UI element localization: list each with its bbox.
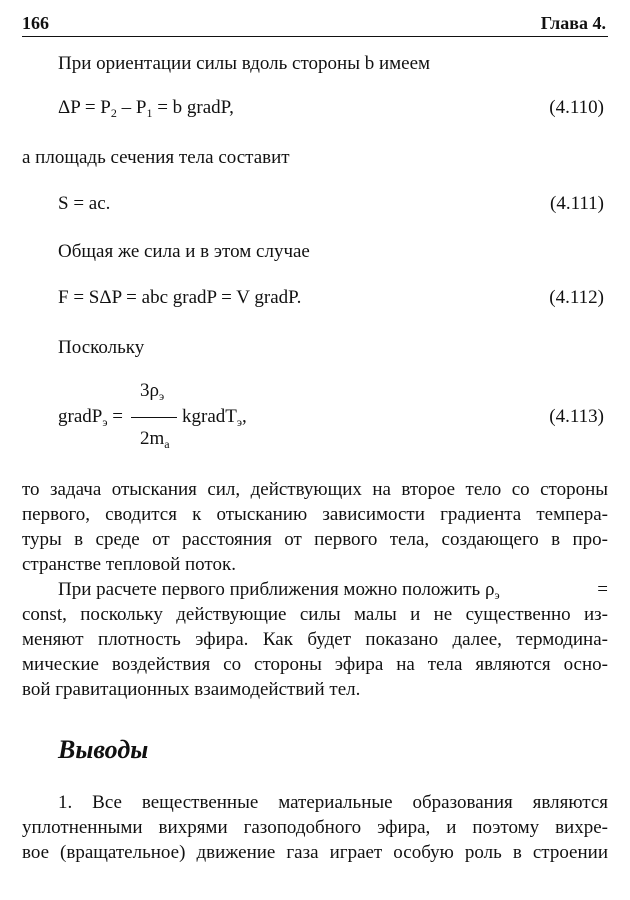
equation-4-111 (58, 190, 604, 218)
equation-4-110 (58, 94, 604, 122)
equation-number: (4.110) (549, 97, 604, 118)
equation-text: $\Delta P = P_2 - P_1 = b$ gradP, (58, 97, 234, 120)
fraction-numerator: $3\rho_э$ (140, 380, 165, 403)
paragraph-since: Поскольку (58, 337, 145, 358)
fraction-denominator: $2m_а$ (140, 428, 170, 451)
paragraph-line: туры в среде от расстояния от первого тела, создающего в про- (22, 529, 608, 550)
paragraph-line: const, поскольку действующие силы малы и не существенно из- (22, 604, 608, 625)
equation-rhs: kgradT$_э$, (182, 406, 247, 429)
equation-4-113 (58, 403, 604, 431)
section-heading: Выводы (58, 735, 149, 764)
equation-text: S = ac. (58, 193, 111, 214)
equation-number: (4.111) (550, 193, 604, 214)
paragraph-line: первого, сводится к отысканию зависимости градиента темпера- (22, 504, 608, 525)
equation-4-112 (58, 284, 604, 312)
paragraph-line: вое (вращательное) движение газа играет особую роль в строении (22, 842, 608, 863)
chapter-title: Глава 4. (540, 13, 606, 33)
paragraph-line: меняют плотность эфира. Как будет показано далее, термодина- (22, 629, 608, 650)
paragraph-line: 1. Все вещественные материальные образования являются (58, 792, 608, 813)
page-number: 166 (22, 13, 49, 33)
paragraph-line: уплотненными вихрями газоподобного эфира, и поэтому вихре- (22, 817, 608, 838)
equation-number: (4.112) (549, 287, 604, 308)
equation-lhs: gradP$_э$ = (58, 406, 123, 429)
paragraph-section: а площадь сечения тела составит (22, 147, 290, 168)
paragraph-intro: При ориентации силы вдоль стороны b имеем (58, 53, 431, 74)
paragraph-line: то задача отыскания сил, действующих на второе тело со стороны (22, 479, 608, 500)
paragraph-force: Общая же сила и в этом случае (58, 241, 310, 262)
paragraph-line: При расчете первого приближения можно положить $\rho_э$ = (58, 579, 608, 602)
paragraph-line: мические воздействия со стороны эфира на тела являются осно- (22, 654, 608, 675)
equation-text: F = SΔP = abc gradP = V gradP. (58, 287, 302, 308)
paragraph-line: вой гравитационных взаимодействий тел. (22, 679, 361, 700)
paragraph-line: странстве тепловой поток. (22, 554, 236, 575)
equation-number: (4.113) (549, 406, 604, 427)
running-header (22, 8, 608, 37)
